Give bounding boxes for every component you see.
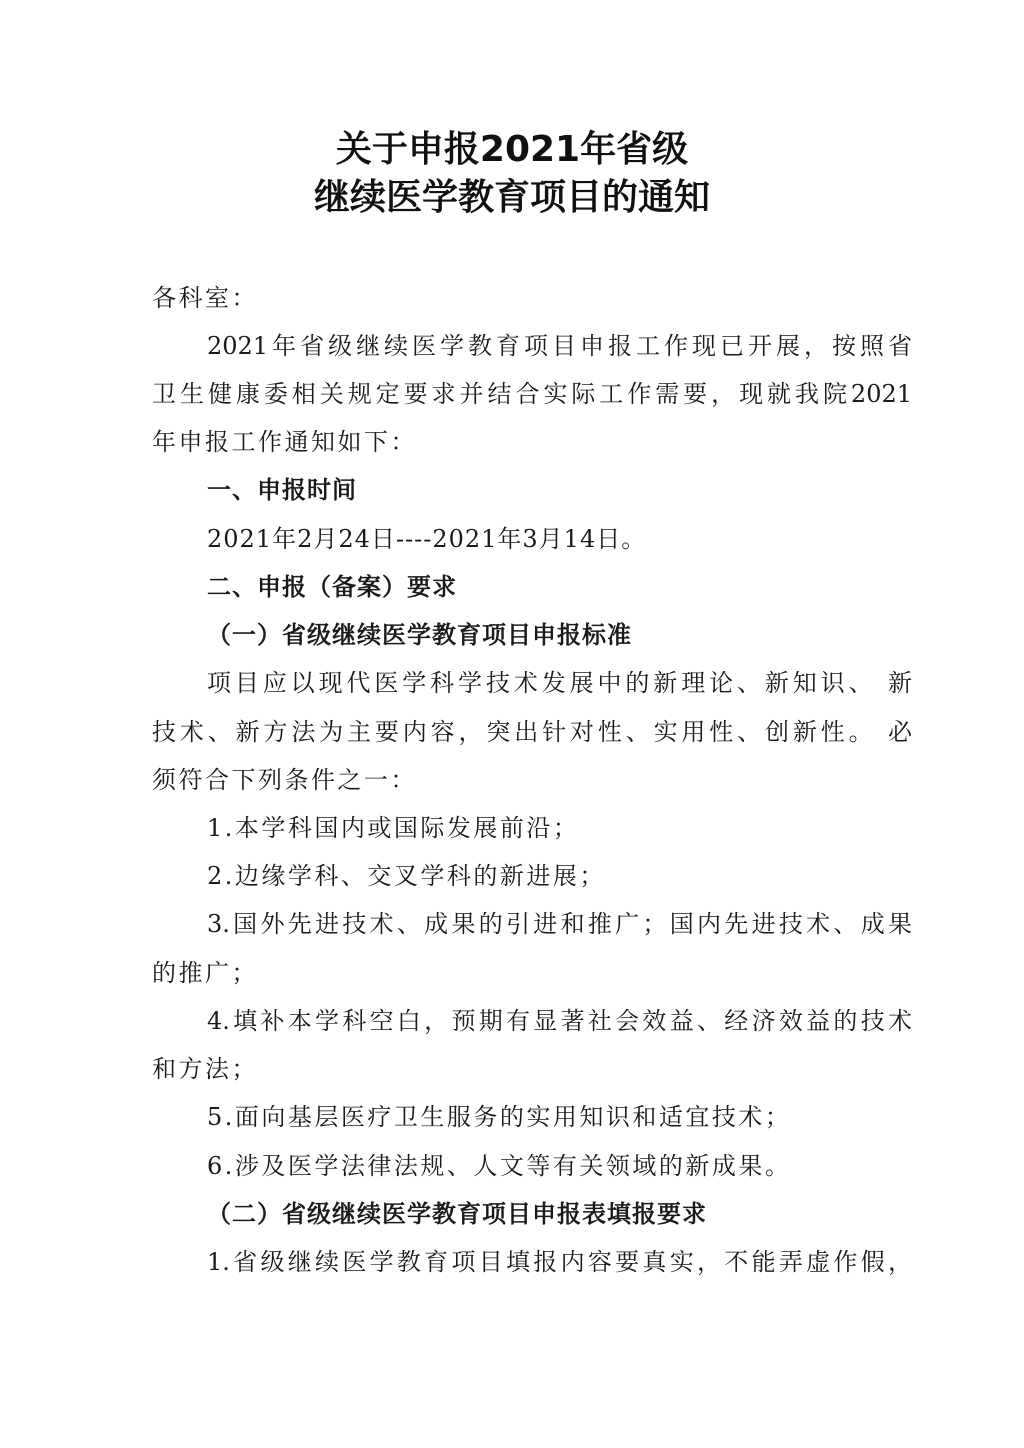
salutation: 各科室： (152, 284, 258, 312)
intro-line-2: 卫生健康委相关规定要求并结合实际工作需要，现就我院2021 (152, 380, 912, 408)
section1-body: 2021年2月24日----2021年3月14日。 (207, 525, 647, 553)
sub1-para-line-2: 技术、新方法为主要内容，突出针对性、实用性、创新性。 必 (152, 718, 912, 746)
intro-line-3: 年申报工作通知如下： (152, 428, 417, 456)
list-item-continuation: 的推广； (152, 959, 258, 987)
sub1-para-line-1: 项目应以现代医学科学技术发展中的新理论、新知识、 新 (207, 669, 912, 697)
section1-heading: 一、申报时间 (207, 476, 357, 504)
document-title-line2: 继续医学教育项目的通知 (313, 177, 710, 218)
section2-sub1-heading: （一）省级继续医学教育项目申报标准 (207, 621, 632, 649)
document-title-line1: 关于申报2021年省级 (335, 129, 689, 170)
sub1-para-line-3: 须符合下列条件之一： (152, 766, 417, 794)
sub2-item-1: 1.省级继续医学教育项目填报内容要真实，不能弄虚作假， (207, 1248, 912, 1276)
section2-heading: 二、申报（备案）要求 (207, 573, 457, 601)
list-item: 2.边缘学科、交叉学科的新进展； (207, 862, 606, 890)
list-item: 5.面向基层医疗卫生服务的实用知识和适宜技术； (207, 1103, 792, 1131)
list-item: 3.国外先进技术、成果的引进和推广；国内先进技术、成果 (207, 910, 912, 938)
list-item: 1.本学科国内或国际发展前沿； (207, 814, 580, 842)
section2-sub2-heading: （二）省级继续医学教育项目申报表填报要求 (207, 1200, 707, 1228)
list-item: 6.涉及医学法律法规、人文等有关领域的新成果。 (207, 1152, 792, 1180)
list-item: 4.填补本学科空白，预期有显著社会效益、经济效益的技术 (207, 1007, 912, 1035)
intro-line-1: 2021年省级继续医学教育项目申报工作现已开展，按照省 (207, 332, 912, 360)
list-item-continuation: 和方法； (152, 1055, 258, 1083)
